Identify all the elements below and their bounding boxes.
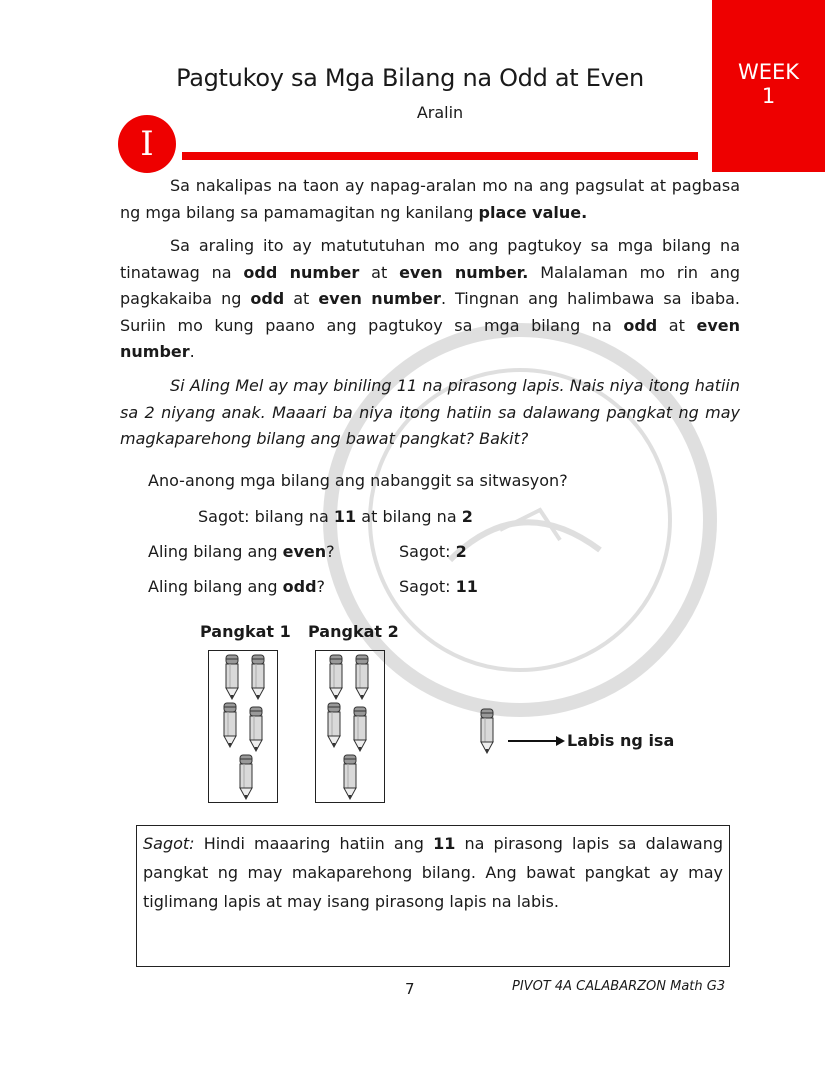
extra-pencil-icon [479,708,495,754]
question-text: ? [326,542,335,561]
answer-box-text: Hindi maaaring hatiin ang [194,834,434,853]
paragraph-text: . [189,342,195,361]
group2-label: Pangkat 2 [308,622,399,641]
pencil-icon [248,706,264,752]
pencil-icon [328,654,344,700]
paragraph-bold: odd [250,289,285,308]
paragraph-text: at [284,289,319,308]
page-subtitle: Aralin [416,103,464,122]
week-label: WEEK [737,60,800,84]
pencil-icon [352,706,368,752]
paragraph-bold: place value. [478,202,588,222]
answer-numbers [198,507,473,526]
paragraph-bold: odd number [243,262,360,282]
paragraph-text: Sa araling ito ay matututuhan mo ang pagtukoy sa mga bilang na tinatawag na [120,236,740,282]
group1-label: Pangkat 1 [200,622,291,641]
pencil-icon [224,654,240,700]
pencil-icon [354,654,370,700]
question-text: Aling bilang ang [148,542,283,561]
answer-even [399,542,467,561]
paragraph-bold: even number [318,289,441,308]
paragraph-lesson [120,233,740,366]
extra-label: Labis ng isa [567,731,675,750]
week-tab [712,0,825,172]
question-bold: even [282,542,327,561]
footer-source: PIVOT 4A CALABARZON Math G3 [512,979,726,994]
question-text: ? [316,577,326,596]
answer-text: Sagot: [399,577,456,596]
pencil-icon [342,754,358,800]
page-title: Pagtukoy sa Mga Bilang na Odd at Even [176,64,644,92]
question-even [148,542,335,561]
answer-box-label: Sagot: [143,834,195,853]
question-bold: odd [282,577,317,596]
question-text: Aling bilang ang [148,577,283,596]
arrow-line [508,740,560,742]
paragraph-text: Malalaman mo rin ang pagkakaiba ng [120,262,741,308]
answer-odd [399,577,478,596]
answer-box [136,825,730,967]
header-divider [182,152,698,160]
paragraph-text: . Tingnan ang halimbawa sa ibaba. Suriin mo kung paano ang pagtukoy sa mga bilang na [120,289,741,335]
answer-bold: 2 [455,542,467,561]
pencil-icon [250,654,266,700]
paragraph-text: at [359,262,400,282]
pencil-icon [222,702,238,748]
answer-text: Sagot: bilang na [198,507,334,526]
paragraph-text: Sa nakalipas na taon ay napag-aralan mo na ang pagsulat at pagbasa ng mga bilang sa pamamagitan ng kanilang [120,176,740,222]
week-number: 1 [761,84,776,108]
paragraph-bold: even number. [399,262,529,282]
section-badge: I [118,115,176,173]
answer-bold: 11 [455,577,478,596]
answer-box-text: na pirasong lapis sa dalawang pangkat ng may makaparehong bilang. Ang bawat pangkat ay may tiglimang lapis at may isang pirasong lapis na labis. [143,834,723,911]
paragraph-bold: odd [623,315,658,335]
paragraph-text: at [657,315,697,335]
question-odd [148,577,325,596]
answer-text: at bilang na [356,507,462,526]
answer-text: Sagot: [399,542,456,561]
paragraph-situation: Si Aling Mel ay may biniling 11 na pirasong lapis. Nais niya itong hatiin sa 2 niyang anak. Maaari ba niya itong hatiin sa dalawang pangkat ng may magkaparehong bilang ang bawat pangkat? Bakit? [120,376,740,448]
arrow-right-icon [556,736,565,746]
answer-box-bold: 11 [433,834,456,853]
pencil-icon [238,754,254,800]
question-numbers: Ano-anong mga bilang ang nabanggit sa sitwasyon? [148,471,568,490]
pencil-icon [326,702,342,748]
answer-bold: 2 [461,507,473,526]
page-number: 7 [405,980,415,998]
paragraph-bold: even number [120,315,740,361]
answer-bold: 11 [333,507,357,526]
paragraph-intro [120,173,740,226]
